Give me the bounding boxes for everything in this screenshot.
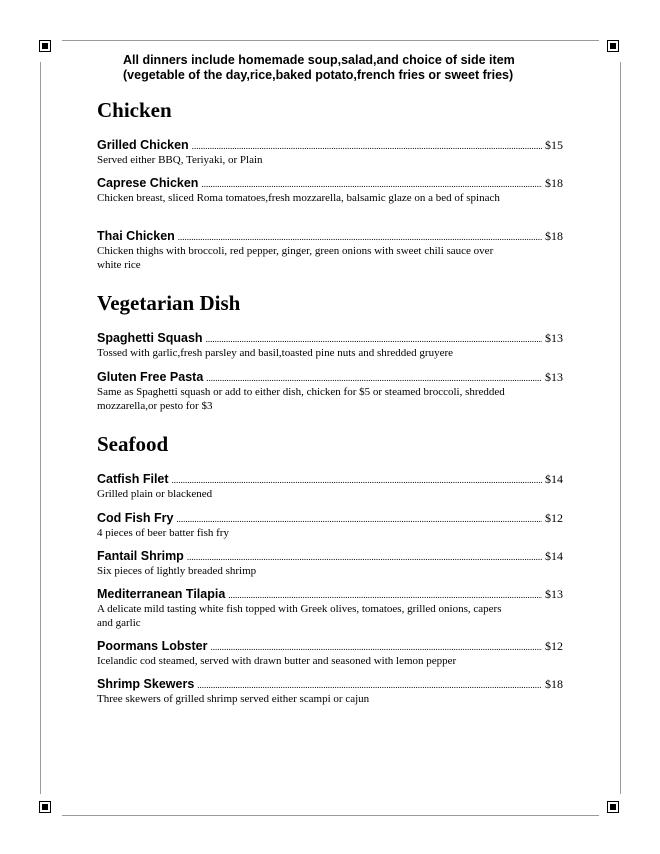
item-price: $18 <box>545 176 563 190</box>
menu-item <box>97 138 563 167</box>
dot-leader <box>206 371 542 386</box>
menu-item <box>97 370 563 413</box>
item-description: Three skewers of grilled shrimp served either scampi or cajun <box>97 693 370 705</box>
item-description: Icelandic cod steamed, served with drawn butter and seasoned with lemon pepper <box>97 655 457 667</box>
item-price: $13 <box>545 331 563 345</box>
item-name: Spaghetti Squash <box>97 331 203 345</box>
frame-top-rule <box>62 40 599 41</box>
item-price: $12 <box>545 511 563 525</box>
dot-leader <box>192 139 542 154</box>
section-title-seafood: Seafood <box>97 432 169 456</box>
item-description: A delicate mild tasting white fish topped with Greek olives, tomatoes, grilled onions, capers and garlic <box>97 603 502 629</box>
intro-line-1: All dinners include homemade soup,salad,and choice of side item <box>123 53 515 67</box>
frame-right-rule <box>620 62 621 794</box>
item-price: $15 <box>545 138 563 152</box>
frame-bottom-rule <box>62 815 599 816</box>
corner-marker-top-left <box>39 40 51 52</box>
item-name: Gluten Free Pasta <box>97 370 204 384</box>
item-description: Served either BBQ, Teriyaki, or Plain <box>97 154 263 166</box>
item-name: Catfish Filet <box>97 472 169 486</box>
item-description: Six pieces of lightly breaded shrimp <box>97 565 257 577</box>
item-name: Caprese Chicken <box>97 176 199 190</box>
dot-leader <box>197 678 542 693</box>
menu-item <box>97 472 563 501</box>
item-price: $14 <box>545 472 563 486</box>
item-name: Cod Fish Fry <box>97 511 174 525</box>
dot-leader <box>172 473 542 488</box>
dot-leader <box>201 177 542 192</box>
item-price: $14 <box>545 549 563 563</box>
item-price: $12 <box>545 639 563 653</box>
item-description: Same as Spaghetti squash or add to either dish, chicken for $5 or steamed broccoli, shredded mozzarella,or pesto for $3 <box>97 386 505 412</box>
menu-item <box>97 639 563 668</box>
corner-marker-bottom-right <box>607 801 619 813</box>
item-price: $18 <box>545 229 563 243</box>
intro-line-2: (vegetable of the day,rice,baked potato,french fries or sweet fries) <box>123 68 514 82</box>
item-name: Fantail Shrimp <box>97 549 184 563</box>
dot-leader <box>187 550 542 565</box>
item-description: Chicken breast, sliced Roma tomatoes,fresh mozzarella, balsamic glaze on a bed of spinach <box>97 192 500 204</box>
item-description: 4 pieces of beer batter fish fry <box>97 527 229 539</box>
menu-item <box>97 549 563 578</box>
item-price: $13 <box>545 370 563 384</box>
section-title-vegetarian: Vegetarian Dish <box>97 291 241 315</box>
corner-marker-top-right <box>607 40 619 52</box>
menu-item <box>97 229 563 272</box>
dot-leader <box>176 512 542 527</box>
menu-intro <box>123 53 553 83</box>
dot-leader <box>228 588 542 603</box>
menu-item <box>97 511 563 540</box>
menu-item <box>97 331 563 360</box>
item-name: Thai Chicken <box>97 229 175 243</box>
item-description: Tossed with garlic,fresh parsley and basil,toasted pine nuts and shredded gruyere <box>97 347 454 359</box>
corner-marker-bottom-left <box>39 801 51 813</box>
item-price: $18 <box>545 677 563 691</box>
item-description: Chicken thighs with broccoli, red pepper, ginger, green onions with sweet chili sauce over white rice <box>97 245 494 271</box>
section-title-chicken: Chicken <box>97 98 172 122</box>
dot-leader <box>210 640 542 655</box>
menu-item <box>97 176 563 205</box>
item-description: Grilled plain or blackened <box>97 488 213 500</box>
item-name: Poormans Lobster <box>97 639 208 653</box>
dot-leader <box>206 332 542 347</box>
item-name: Shrimp Skewers <box>97 677 195 691</box>
item-name: Grilled Chicken <box>97 138 189 152</box>
item-name: Mediterranean Tilapia <box>97 587 226 601</box>
menu-item <box>97 587 563 630</box>
menu-item <box>97 677 563 706</box>
frame-left-rule <box>40 62 41 794</box>
dot-leader <box>178 230 542 245</box>
item-price: $13 <box>545 587 563 601</box>
